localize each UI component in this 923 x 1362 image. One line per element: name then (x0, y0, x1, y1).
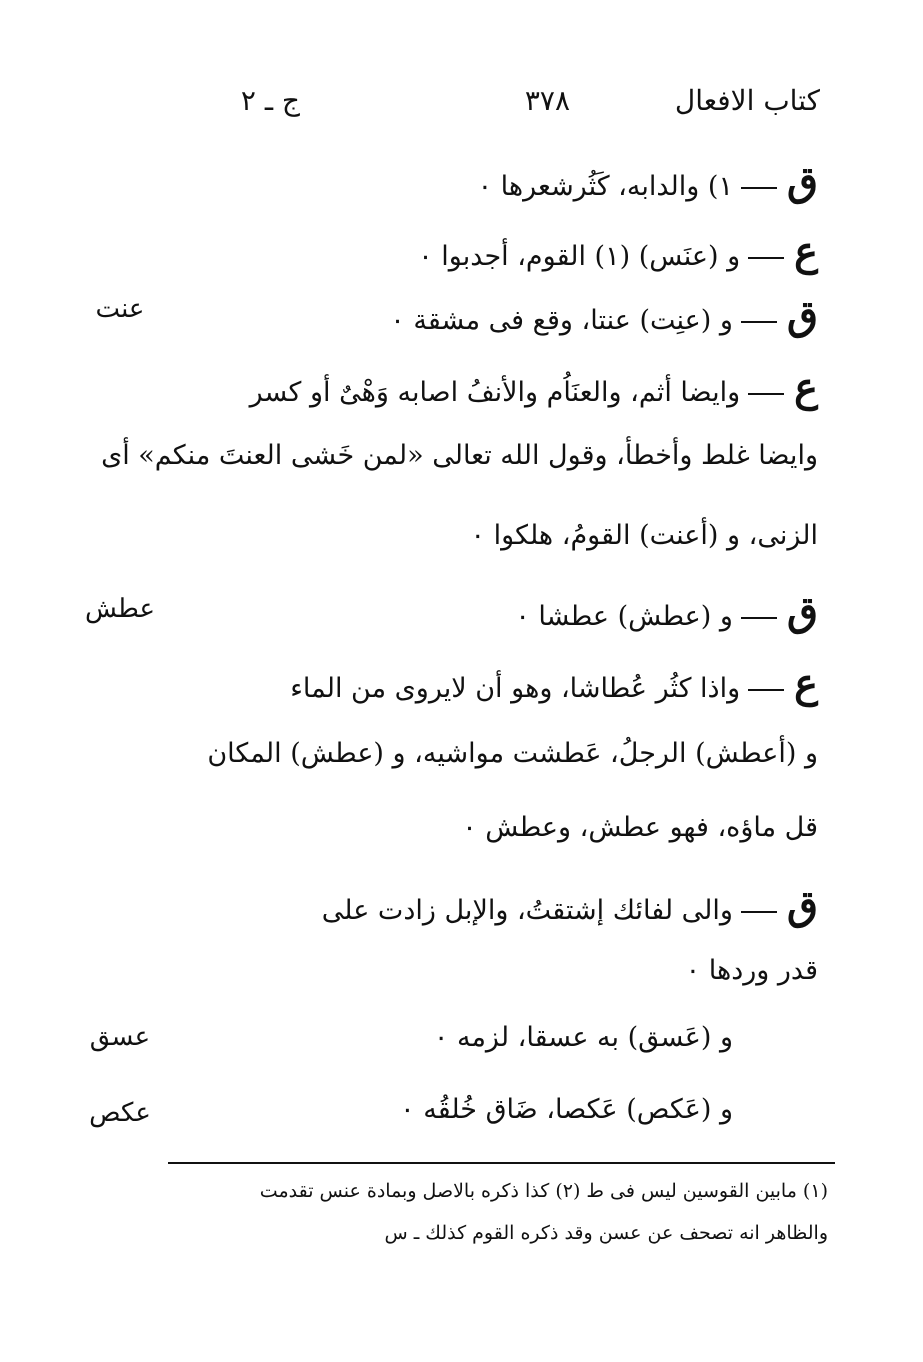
qaf-marker: ق (786, 882, 818, 929)
entry-text: و (عنَس) (١) القوم، أجدبوا ٠ (418, 241, 741, 272)
qaf-marker: ق (786, 588, 818, 635)
entry-line (178, 812, 818, 844)
footnote-divider (168, 1162, 835, 1164)
dash-separator (748, 689, 784, 691)
dash-separator (748, 393, 784, 395)
entry-text: و (عَكص) عَكصا، ضَاق خُلقُه ٠ (400, 1094, 733, 1125)
qaf-marker: ق (786, 158, 818, 205)
page-number: ٣٧٨ (524, 84, 570, 117)
entry-text: و (عطش) عطشا ٠ (515, 601, 733, 632)
dash-separator (741, 911, 777, 913)
entry-text: و (عنِت) عنتا، وقع فى مشقة ٠ (390, 305, 733, 336)
book-title: كتاب الافعال (674, 84, 820, 117)
margin-root-word: عطش (85, 594, 155, 624)
margin-root-word: عنت (95, 294, 145, 324)
entry-line (178, 158, 818, 206)
entry-line (178, 660, 818, 708)
ain-marker: ع (794, 228, 818, 275)
entry-text: وايضا غلط وأخطأ، وقول الله تعالى «لمن خَشى العنتَ منكم» أى (101, 440, 818, 471)
margin-root-word: عكص (89, 1098, 151, 1128)
entry-line (173, 1094, 733, 1126)
volume-label: ج ـ ٢ (240, 84, 300, 117)
entry-text: قل ماؤه، فهو عطش، وعطش ٠ (462, 812, 818, 843)
footnote-line: (١) مابين القوسين ليس فى ط (٢) كذا ذكره بالاصل وبمادة عنس تقدمت (259, 1180, 828, 1202)
dash-separator (748, 257, 784, 259)
entry-line (178, 228, 818, 276)
ain-marker: ع (794, 364, 818, 411)
entry-line (178, 882, 818, 930)
entry-text: واذا كثُر عُطاشا، وهو أن لايروى من الماء (290, 673, 741, 704)
page-header (200, 84, 820, 134)
dash-separator (741, 617, 777, 619)
entry-text: و (أعطش) الرجلُ، عَطشت مواشيه، و (عطش) المكان (207, 738, 818, 769)
entry-text: قدر وردها ٠ (685, 955, 818, 986)
entry-line (101, 440, 818, 472)
dash-separator (741, 187, 777, 189)
entry-line (173, 1022, 733, 1054)
margin-root-word: عسق (89, 1022, 151, 1052)
entry-text: و (عَسق) به عسقا، لزمه ٠ (433, 1022, 733, 1053)
entry-text: الزنى، و (أعنت) القومُ، هلكوا ٠ (470, 520, 818, 551)
entry-line (178, 364, 818, 412)
entry-text: ١) والدابه، كَثُرشعرها ٠ (477, 171, 733, 202)
entry-line (178, 588, 818, 636)
ain-marker: ع (794, 660, 818, 707)
entry-line (178, 292, 818, 340)
qaf-marker: ق (786, 292, 818, 339)
entry-text: والى لفائك إشتقتُ، والإبل زادت على (321, 895, 733, 926)
entry-line (178, 520, 818, 552)
dash-separator (741, 321, 777, 323)
footnote-line: والظاهر انه تصحف عن عسن وقد ذكره القوم كذلك ـ س (384, 1222, 828, 1244)
entry-line (178, 955, 818, 987)
entry-line (178, 738, 818, 770)
entry-text: وايضا أثم، والعنَاُم والأنفُ اصابه وَهْىٌ أو كسر (249, 377, 741, 408)
